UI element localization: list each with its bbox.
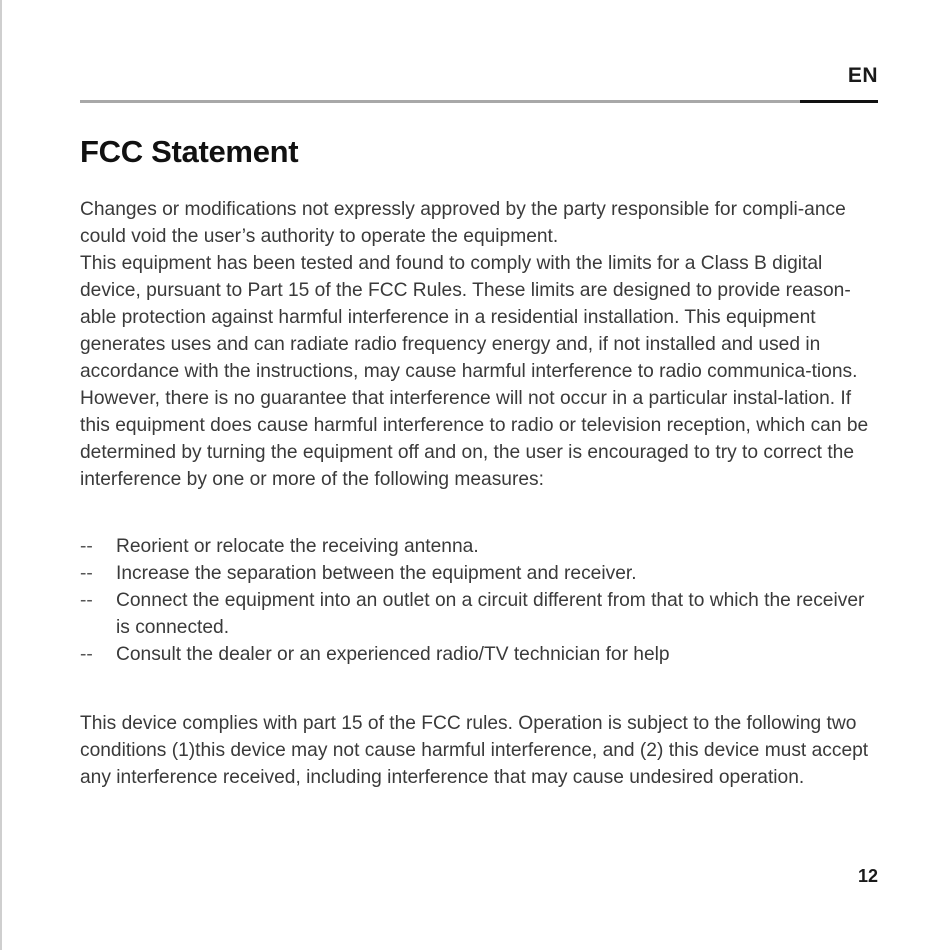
list-item bbox=[80, 641, 880, 668]
list-bullet: -- bbox=[80, 644, 93, 665]
list-bullet: -- bbox=[80, 536, 93, 557]
language-label: EN bbox=[847, 64, 878, 87]
list-item bbox=[80, 533, 880, 560]
list-item bbox=[80, 587, 880, 641]
page-number: 12 bbox=[857, 866, 878, 886]
compliance-paragraph: This device complies with part 15 of the FCC rules. Operation is subject to the following two conditions (1)this device may not cause harmful interference, and (2) this device must accept any interference received, including interference that may cause undesired operation. bbox=[80, 713, 869, 788]
measures-list bbox=[80, 533, 880, 668]
list-bullet: -- bbox=[80, 563, 93, 584]
compliance-section bbox=[80, 710, 880, 791]
header-divider-accent bbox=[800, 100, 878, 103]
modifications-paragraph: Changes or modifications not expressly approved by the party responsible for compli-ance could void the user’s authority to operate the equipment. bbox=[80, 199, 846, 247]
list-item-text: Consult the dealer or an experienced radio/TV technician for help bbox=[116, 644, 670, 665]
page-title: FCC Statement bbox=[80, 134, 299, 169]
list-bullet: -- bbox=[80, 590, 93, 611]
list-item-text: Connect the equipment into an outlet on a circuit different from that to which the receiver is connected. bbox=[116, 590, 865, 638]
list-item-text: Reorient or relocate the receiving antenna. bbox=[116, 536, 479, 557]
list-item bbox=[80, 560, 880, 587]
list-item-text: Increase the separation between the equipment and receiver. bbox=[116, 563, 637, 584]
header-divider bbox=[80, 100, 878, 103]
equipment-paragraph: This equipment has been tested and found to comply with the limits for a Class B digital device, pursuant to Part 15 of the FCC Rules. These limits are designed to provide reason-able protection against harmful interference in a residential installation. This equipment generates uses and can radiate radio frequency energy and, if not installed and used in accordance with the instructions, may cause harmful interference to radio communica-tions. However, there is no guarantee that interference will not occur in a particular instal-lation. If this equipment does cause harmful interference to radio or television reception, which can be determined by turning the equipment off and on, the user is encouraged to try to correct the interference by one or more of the following measures: bbox=[80, 253, 869, 490]
intro-section bbox=[80, 196, 880, 493]
page-edge bbox=[0, 0, 2, 950]
